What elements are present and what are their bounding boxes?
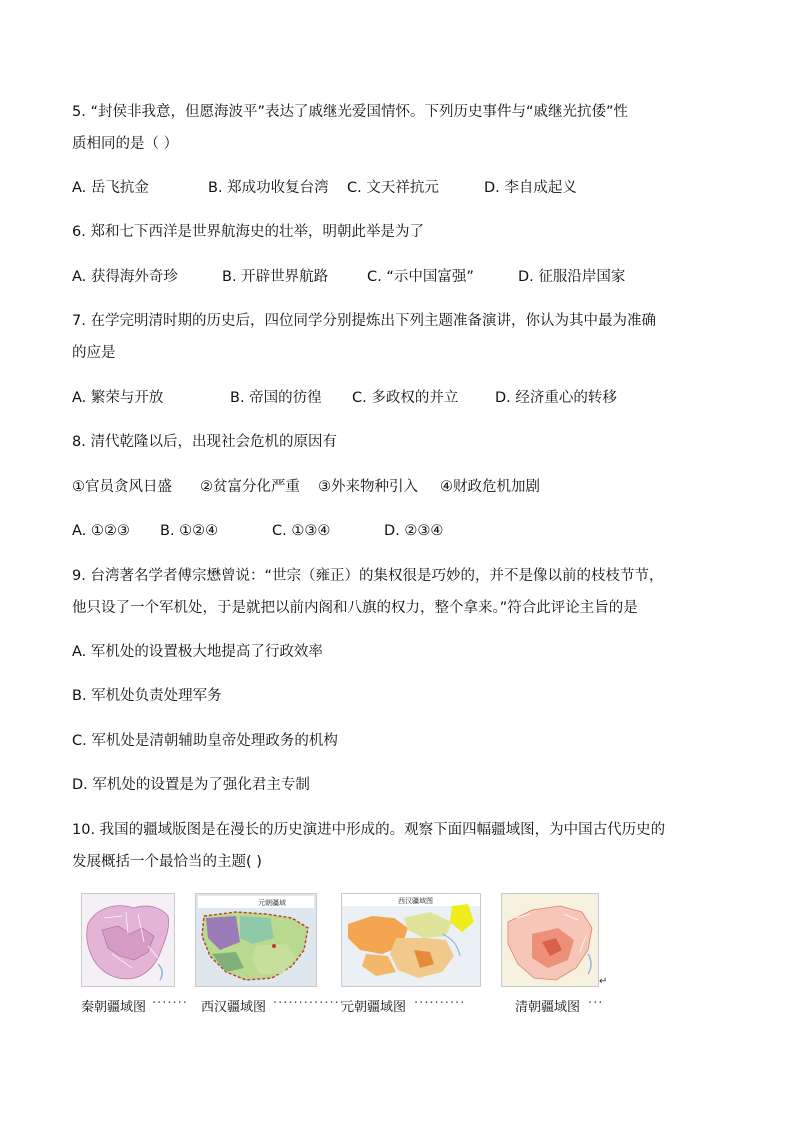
yuan-map-title: 元朝疆域: [258, 899, 286, 907]
q9-stem-line1: 9. 台湾著名学者傅宗懋曾说：“世宗（雍正）的集权很是巧妙的，并不是像以前的枝枝节节，: [72, 568, 664, 584]
q6-option-b[interactable]: B. 开辟世界航路: [222, 269, 329, 285]
q9-option-b[interactable]: B. 军机处负责处理军务: [72, 688, 222, 704]
q6-option-d[interactable]: D. 征服沿岸国家: [518, 269, 626, 285]
q5-option-a[interactable]: A. 岳飞抗金: [72, 180, 149, 196]
yuan-map-graphic: [196, 894, 316, 986]
caption-dots-4: ···: [588, 996, 604, 1011]
qing-map-graphic: [502, 894, 598, 986]
q9-stem-line2: 他只设了一个军机处，于是就把以前内阁和八旗的权力，整个拿来。”符合此评论主旨的是: [72, 600, 638, 616]
q7-stem-line2: 的应是: [72, 345, 116, 361]
caption-qing: 清朝疆域图: [515, 1000, 581, 1015]
q9-option-d[interactable]: D. 军机处的设置是为了强化君主专制: [72, 777, 310, 793]
q6-stem: 6. 郑和七下西洋是世界航海史的壮举，明朝此举是为了: [72, 224, 424, 240]
q7-option-c[interactable]: C. 多政权的并立: [352, 390, 459, 406]
q7-option-a[interactable]: A. 繁荣与开放: [72, 390, 164, 406]
return-arrow-icon: ↵: [599, 976, 608, 987]
q7-option-b[interactable]: B. 帝国的彷徨: [230, 390, 322, 406]
q10-stem-line2: 发展概括一个最恰当的主题( ): [72, 854, 262, 870]
caption-dots-3: ··········: [414, 996, 466, 1011]
qing-territory-map: [501, 893, 599, 987]
caption-western-han: 西汉疆域图: [201, 1000, 267, 1015]
q6-option-c[interactable]: C. “示中国富强”: [367, 269, 474, 285]
q7-stem-line1: 7. 在学完明清时期的历史后，四位同学分别提炼出下列主题准备演讲，你认为其中最为准确: [72, 313, 656, 329]
q8-stem: 8. 清代乾隆以后，出现社会危机的原因有: [72, 434, 337, 450]
caption-yuan: 元朝疆域图: [341, 1000, 407, 1015]
q6-option-a[interactable]: A. 获得海外奇珍: [72, 269, 178, 285]
western-han-map-graphic: [342, 894, 480, 986]
caption-dots-1: ·······: [152, 996, 188, 1011]
q9-option-c[interactable]: C. 军机处是清朝辅助皇帝处理政务的机构: [72, 733, 338, 749]
q8-item-4: ④财政危机加剧: [440, 479, 540, 495]
q5-option-b[interactable]: B. 郑成功收复台湾: [208, 180, 329, 196]
han-map-title: 西汉疆域图: [398, 897, 433, 905]
qin-map-graphic: [82, 894, 174, 986]
caption-dots-2: ··············: [273, 996, 345, 1011]
yuan-territory-map: [195, 893, 317, 987]
caption-qin: 秦朝疆域图: [81, 1000, 147, 1015]
q8-option-c[interactable]: C. ①③④: [272, 523, 331, 539]
q5-option-d[interactable]: D. 李自成起义: [484, 180, 577, 196]
q8-item-1: ①官员贪风日盛: [72, 479, 172, 495]
q8-option-b[interactable]: B. ①②④: [160, 523, 219, 539]
q8-option-d[interactable]: D. ②③④: [384, 523, 444, 539]
q8-item-2: ②贫富分化严重: [200, 479, 300, 495]
q9-option-a[interactable]: A. 军机处的设置极大地提高了行政效率: [72, 644, 323, 660]
q5-option-c[interactable]: C. 文天祥抗元: [347, 180, 439, 196]
western-han-territory-map: [341, 893, 481, 987]
q8-option-a[interactable]: A. ①②③: [72, 523, 130, 539]
q10-stem-line1: 10. 我国的疆域版图是在漫长的历史演进中形成的。观察下面四幅疆域图，为中国古代历史的: [72, 822, 666, 838]
q5-stem-line2: 质相同的是（ ）: [72, 136, 179, 152]
q5-stem-line1: 5. “封侯非我意，但愿海波平”表达了戚继光爱国情怀。下列历史事件与“戚继光抗倭”性: [72, 104, 628, 120]
qin-territory-map: [81, 893, 175, 987]
q8-item-3: ③外来物种引入: [318, 479, 418, 495]
q7-option-d[interactable]: D. 经济重心的转移: [495, 390, 617, 406]
